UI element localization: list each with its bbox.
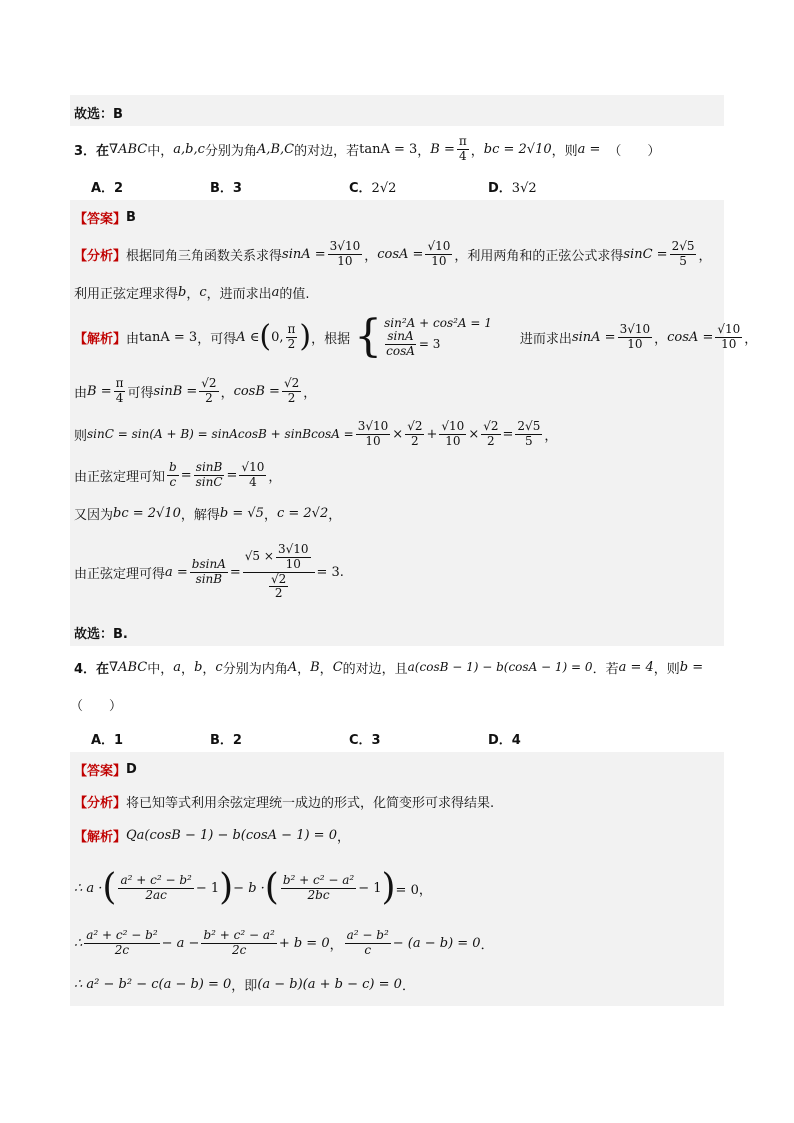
q4-paren: （ ） — [70, 699, 123, 714]
solution-text: 由 — [126, 331, 140, 347]
solution-text: ， — [336, 830, 350, 845]
q4-var: c — [215, 659, 223, 675]
frac: $\frac{\sin B}{\sin C}$ — [195, 459, 223, 489]
analysis-text: ，利用两角和的正弦公式求得 — [454, 248, 624, 264]
solution-text: 则 — [74, 428, 88, 444]
frac: $\frac{√2}{2}$ — [483, 418, 499, 448]
solution-text: . — [339, 564, 344, 580]
frac: $\frac{\pi}{2}$ — [287, 321, 296, 351]
q4-text: ， — [297, 661, 311, 677]
solution-math: 0, — [271, 329, 284, 345]
frac: $\frac{2√5}{5}$ — [517, 418, 541, 448]
q4-text: 中， — [147, 661, 174, 677]
solution-text: 又因为 — [74, 508, 114, 523]
q4-option-d[interactable]: D．4 — [488, 733, 521, 748]
solution-math: b = √5 — [219, 506, 264, 521]
solution-tag: 【解析】 — [74, 830, 127, 845]
q4-condition: a = 4 — [618, 659, 654, 675]
solution-text: ，解得 — [180, 508, 220, 523]
solution-math: − b · — [233, 880, 265, 896]
solution-math: = 0， — [395, 882, 432, 898]
q4-text: 分别为内角 — [222, 661, 288, 677]
compound-frac: √5 × $\frac{3√10}{10}$ $\frac{√2}{2}$ — [243, 543, 315, 601]
solution-text: ， — [220, 385, 234, 401]
frac: $\frac{\pi}{4}$ — [115, 375, 124, 405]
solution-math: (a − b)(a + b − c) = 0 — [257, 977, 402, 992]
q3-text: 中， — [147, 143, 174, 159]
q4-var: B — [310, 659, 320, 675]
q4-ask: b = — [679, 659, 704, 675]
solution-math: c = 2√2 — [276, 506, 329, 521]
solution-math: − 1 — [195, 880, 220, 896]
analysis-math: b — [178, 285, 187, 300]
answer-tag: 【答案】 — [74, 764, 127, 779]
q4-text: ， — [181, 661, 195, 677]
frac: $\frac{\text{a² + c² − b²}}{2ac}$ — [120, 872, 192, 902]
q3-option-d[interactable]: D．3√2 — [488, 181, 537, 196]
q4-var: A — [287, 659, 298, 675]
analysis-text: 利用正弦定理求得 — [74, 287, 179, 302]
frac: $\frac{√2}{2}$ — [283, 375, 300, 405]
solution-text: 由 — [74, 385, 88, 401]
q3-text: 分别为角 — [204, 143, 257, 159]
solution-text: ， — [263, 508, 277, 523]
q3-option-c[interactable]: C．2√2 — [349, 181, 397, 196]
solution-math: × — [392, 426, 404, 442]
q3-sep: ， — [470, 143, 484, 159]
solution-math: ∴ a² − b² − c(a − b) = 0 — [74, 977, 232, 992]
q3-angles: A,B,C — [256, 141, 295, 157]
q3-cond-B: B = — [430, 141, 455, 157]
q4-var: C — [332, 659, 343, 675]
q3-solution-line3 — [74, 416, 557, 452]
q3-paren: （ ） — [608, 143, 661, 159]
frac: $\frac{\text{b² + c² − a²}}{2bc}$ — [282, 872, 355, 902]
analysis-text: 的值. — [279, 287, 310, 302]
frac: $\frac{√10}{4}$ — [241, 459, 265, 489]
solution-math: ∴ a · — [74, 880, 103, 896]
frac: $\frac{3√10}{10}$ — [619, 321, 651, 351]
frac: $\frac{√10}{10}$ — [717, 321, 741, 351]
solution-math: A ∈ — [236, 329, 260, 345]
solution-math: = — [180, 467, 192, 483]
q3-option-b[interactable]: B．3 — [210, 181, 242, 196]
frac: $\frac{bsinA}{\sin B}$ — [191, 556, 226, 586]
q4-option-b[interactable]: B．2 — [210, 733, 242, 748]
q3-cond-bc: bc = 2√10 — [483, 141, 552, 157]
q4-text: ．若 — [592, 661, 619, 677]
frac: $\frac{3√10}{10}$ — [357, 418, 389, 448]
q4-option-a[interactable]: A．1 — [91, 733, 124, 748]
solution-text: 由正弦定理可得 — [74, 566, 166, 582]
analysis-math: sinC = — [623, 246, 668, 262]
solution-math: − 1 — [358, 880, 382, 896]
solution-text: 可得 — [127, 385, 154, 401]
solution-tag: 【解析】 — [74, 331, 127, 347]
solution-math: bc = 2√10 — [113, 506, 181, 521]
solution-text: ，可得 — [197, 331, 237, 347]
q4-solution-line3 — [74, 923, 494, 963]
solution-math: cosA = — [667, 329, 714, 345]
q2-tail-block — [70, 95, 724, 126]
solution-text: ， — [328, 508, 342, 523]
q4-analysis — [74, 792, 494, 811]
q3-text: ，则 — [551, 143, 578, 159]
solution-math: sinA = — [571, 329, 616, 345]
frac: $\frac{√10}{10}$ — [427, 238, 451, 268]
analysis-text: ， — [186, 287, 200, 302]
analysis-text: 将已知等式利用余弦定理统一成边的形式，化简变形可求得结果. — [126, 796, 495, 811]
solution-text: 进而求出 — [519, 331, 572, 347]
q3-analysis-line2 — [74, 283, 310, 302]
q3-sep: ， — [417, 143, 431, 159]
q3-solution-line5 — [74, 504, 341, 523]
solution-math: × — [468, 426, 480, 442]
q3-ask: a = — [577, 141, 601, 157]
frac: $\frac{2√5}{5}$ — [671, 238, 695, 268]
analysis-math: sinA = — [282, 246, 326, 262]
q3-option-a[interactable]: A．2 — [91, 181, 124, 196]
frac: $\frac{\text{a² + c² − b²}}{2c}$ — [86, 927, 158, 957]
answer-value: D — [126, 762, 137, 777]
q3-final-choice: 故选：B. — [74, 627, 128, 642]
q3-number: 3．在 — [74, 143, 110, 159]
solution-math: sinB = — [153, 383, 198, 399]
solution-text: ， — [268, 469, 282, 485]
q3-solution-line2 — [74, 373, 316, 409]
analysis-text: 根据同角三角函数关系求得 — [126, 248, 283, 264]
solution-text: ． — [401, 979, 415, 994]
analysis-math: c — [199, 285, 207, 300]
q4-stem — [74, 656, 703, 678]
paren-left: ( — [102, 867, 117, 908]
solution-text: ，即 — [231, 979, 258, 994]
frac: $\frac{\text{a² − b²}}{c}$ — [346, 927, 389, 957]
answer-tag: 【答案】 — [74, 212, 127, 227]
q4-option-c[interactable]: C．3 — [349, 733, 381, 748]
q4-var: b — [194, 659, 203, 675]
solution-math: + — [426, 426, 438, 442]
paren-left: ( — [264, 867, 279, 908]
solution-text: ， — [329, 937, 343, 953]
solution-math: − (a − b) = 0 — [392, 935, 481, 951]
paren-right: ) — [381, 867, 396, 908]
q3-answer — [74, 208, 136, 227]
solution-math: + b = 0 — [278, 935, 330, 951]
paren-right: ) — [219, 867, 234, 908]
answer-value: B — [126, 210, 136, 225]
solution-text: ， — [544, 428, 558, 444]
solution-text: ， — [744, 331, 758, 347]
q4-solution-line4 — [74, 975, 415, 994]
q4-answer — [74, 760, 137, 779]
q4-triangle: ∇ABC — [109, 659, 148, 675]
solution-math: Qa(cosB − 1) − b(cosA − 1) = 0 — [126, 828, 337, 843]
q4-text: 的对边，且 — [342, 661, 408, 677]
frac: $\frac{b}{c}$ — [169, 459, 177, 489]
analysis-text: ，进而求出 — [206, 287, 272, 302]
frac: $\frac{3√10}{10}$ — [329, 238, 361, 268]
solution-text: ， — [654, 331, 668, 347]
solution-math: = 3 — [316, 564, 340, 580]
equation-system — [354, 311, 492, 362]
q3-frac-pi-4: $\frac{\pi}{4}$ — [458, 133, 467, 163]
solution-math: sinC = sin(A + B) = sinAcosB + sinBcosA = — [87, 427, 354, 441]
solution-math: − a − — [161, 935, 200, 951]
analysis-math: cosA = — [377, 246, 424, 262]
solution-math: a = — [165, 564, 188, 580]
system-eq1: sin²A + cos²A = 1 — [384, 315, 492, 330]
q4-var: a — [173, 659, 182, 675]
paren-left: ( — [259, 319, 272, 354]
paren-right: ) — [299, 319, 312, 354]
solution-math: = — [229, 564, 241, 580]
q3-stem — [74, 133, 661, 163]
q4-solution-line1 — [74, 826, 350, 845]
q3-solution-line4 — [74, 457, 281, 493]
solution-math: tanA = 3 — [139, 329, 198, 345]
solution-text: ，根据 — [311, 331, 351, 347]
frac: $\frac{√2}{2}$ — [407, 418, 423, 448]
solution-text: ． — [480, 937, 494, 953]
q2-final-choice: 故选：B — [74, 107, 123, 122]
q4-equation: a(cosB − 1) − b(cosA − 1) = 0 — [407, 660, 593, 674]
system-eq2: $\frac{\sin A}{\cos A}$ = 3 — [386, 328, 441, 358]
q3-text: 的对边，若 — [294, 143, 360, 159]
frac: $\frac{\text{b² + c² − a²}}{2c}$ — [203, 927, 275, 957]
analysis-text: ， — [364, 248, 378, 264]
q3-triangle: ∇ABC — [109, 141, 148, 157]
q4-text: ， — [202, 661, 216, 677]
q3-vars: a,b,c — [173, 141, 205, 157]
q3-solution-line1 — [74, 309, 757, 365]
analysis-tag: 【分析】 — [74, 248, 127, 264]
frac: $\frac{√2}{2}$ — [201, 375, 217, 405]
q4-number: 4．在 — [74, 661, 110, 677]
solution-math: = — [226, 467, 238, 483]
brace: { — [354, 311, 383, 362]
analysis-math: a — [271, 285, 280, 300]
solution-text: ， — [303, 385, 317, 401]
solution-math: B = — [87, 383, 112, 399]
q3-cond-tan: tanA = 3 — [359, 141, 418, 157]
q4-solution-line2 — [74, 860, 432, 916]
solution-math: cosB = — [233, 383, 280, 399]
q4-text: ， — [319, 661, 333, 677]
analysis-text: ， — [698, 248, 712, 264]
solution-math: ∴ — [74, 935, 83, 951]
analysis-tag: 【分析】 — [74, 796, 127, 811]
q3-solution-line6 — [74, 534, 344, 610]
q4-text: ，则 — [653, 661, 680, 677]
frac: $\frac{√10}{10}$ — [441, 418, 465, 448]
solution-text: 由正弦定理可知 — [74, 469, 166, 485]
solution-math: = — [502, 426, 514, 442]
q3-analysis-line1 — [74, 236, 712, 272]
